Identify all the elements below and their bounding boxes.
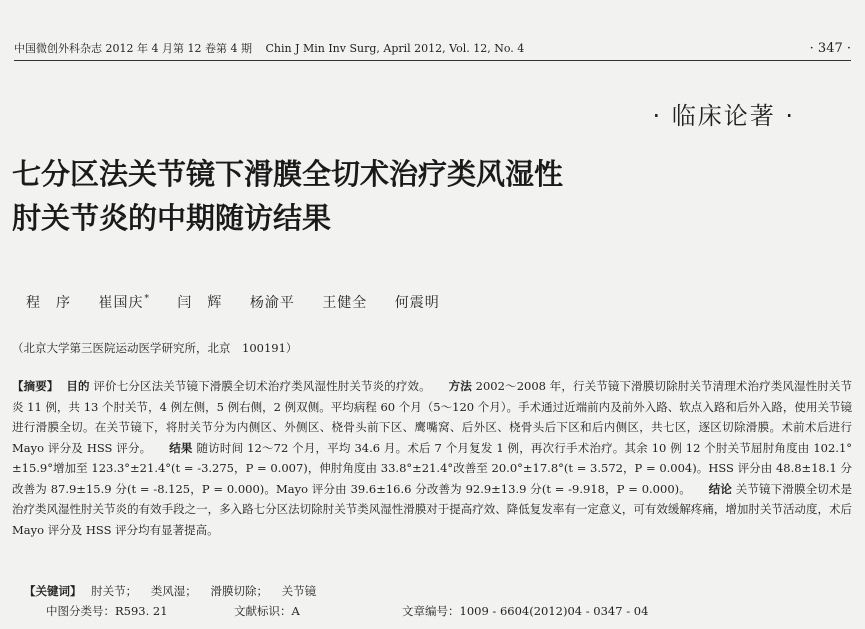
- corresponding-mark: *: [144, 294, 150, 305]
- conclusion-label: 结论: [708, 481, 732, 496]
- page-number: · 347 ·: [809, 41, 851, 56]
- section-label: · 临床论著 ·: [652, 102, 795, 130]
- article-number: 文章编号：1009 - 6604(2012)04 - 0347 - 04: [402, 604, 649, 618]
- keyword: 关节镜: [281, 584, 317, 598]
- journal-name-en: Chin J Min Inv Surg, April 2012, Vol. 12, No. 4: [265, 42, 525, 55]
- keywords: [24, 583, 326, 599]
- author-list: [26, 292, 462, 312]
- results-text: 随访时间 12～72 个月，平均 34.6 月。术后 7 个月复发 1 例，再次行手术治疗。其余 10 例 12 个肘关节屈肘角度由 102.1°±15.9°增加至 123.3°±21.4°(t = -3.275，P = 0.007)，伸肘角度由 33.8°±21.4°改善至 20.0°±17.8°(t = 3.572，P = 0.004)。HSS 评分由 48.8±18.1 分改善为 87.9±15.9 分(t = -8.125，P = 0.000)。Mayo 评分由 39.6±16.6 分改善为 92.9±13.9 分(t = -9.918，P = 0.000)。: [12, 440, 853, 496]
- author-corresponding: [98, 295, 150, 311]
- author: 杨渝平: [249, 295, 295, 311]
- author: 闫 辉: [177, 295, 223, 311]
- keyword: 滑膜切除；: [210, 584, 268, 598]
- abstract: [12, 376, 852, 540]
- abstract-label: 【摘要】: [12, 379, 59, 393]
- conclusion-text: 关节镜下滑膜全切术是治疗类风湿性肘关节炎的有效手段之一，多入路七分区法切除肘关节类风湿性滑膜对于提高疗效、降低复发率有一定意义，可有效缓解疼痛，增加肘关节活动度，术后 Mayo 评分及 HSS 评分均有显著提高。: [12, 481, 853, 537]
- methods-label: 方法: [448, 379, 472, 393]
- keywords-label: 【关键词】: [24, 584, 82, 598]
- author: 王健全: [322, 295, 368, 311]
- affiliation: （北京大学第三医院运动医学研究所，北京 100191）: [12, 341, 298, 355]
- author: 崔国庆: [98, 295, 144, 311]
- document-code: 文献标识：A: [234, 604, 300, 618]
- author: 何震明: [394, 295, 440, 311]
- objective-text: 评价七分区法关节镜下滑膜全切术治疗类风湿性肘关节炎的疗效。: [93, 379, 431, 393]
- title-line-1: 七分区法关节镜下滑膜全切术治疗类风湿性: [12, 157, 564, 191]
- journal-name-cn: 中国微创外科杂志 2012 年 4 月第 12 卷第 4 期: [14, 42, 252, 55]
- title-line-2: 肘关节炎的中期随访结果: [12, 201, 332, 235]
- author: 程 序: [26, 295, 71, 311]
- methods-text: 2002～2008 年，行关节镜下滑膜切除肘关节清理术治疗类风湿性肘关节炎 11 例，共 13 个肘关节，4 例左侧，5 例右侧，2 例双侧。平均病程 60 个月（5～120 个月）。手术通过近端前内及前外入路、软点入路和后外入路，使用关节镜进行滑膜全切。在关节镜下，将肘关节分为内侧区、外侧区、桡骨头前下区、鹰嘴窝、后外区、桡骨头后下区和后内侧区，共七区，逐区切除滑膜。术前术后进行 Mayo 评分及 HSS 评分。: [12, 379, 853, 455]
- results-label: 结果: [169, 440, 193, 455]
- keyword: 类风湿；: [150, 584, 197, 598]
- article-title: [12, 152, 563, 240]
- objective-label: 目的: [66, 379, 90, 393]
- clc-number: 中图分类号：R593. 21: [46, 604, 168, 618]
- keyword: 肘关节；: [91, 584, 138, 598]
- journal-header: [14, 40, 851, 61]
